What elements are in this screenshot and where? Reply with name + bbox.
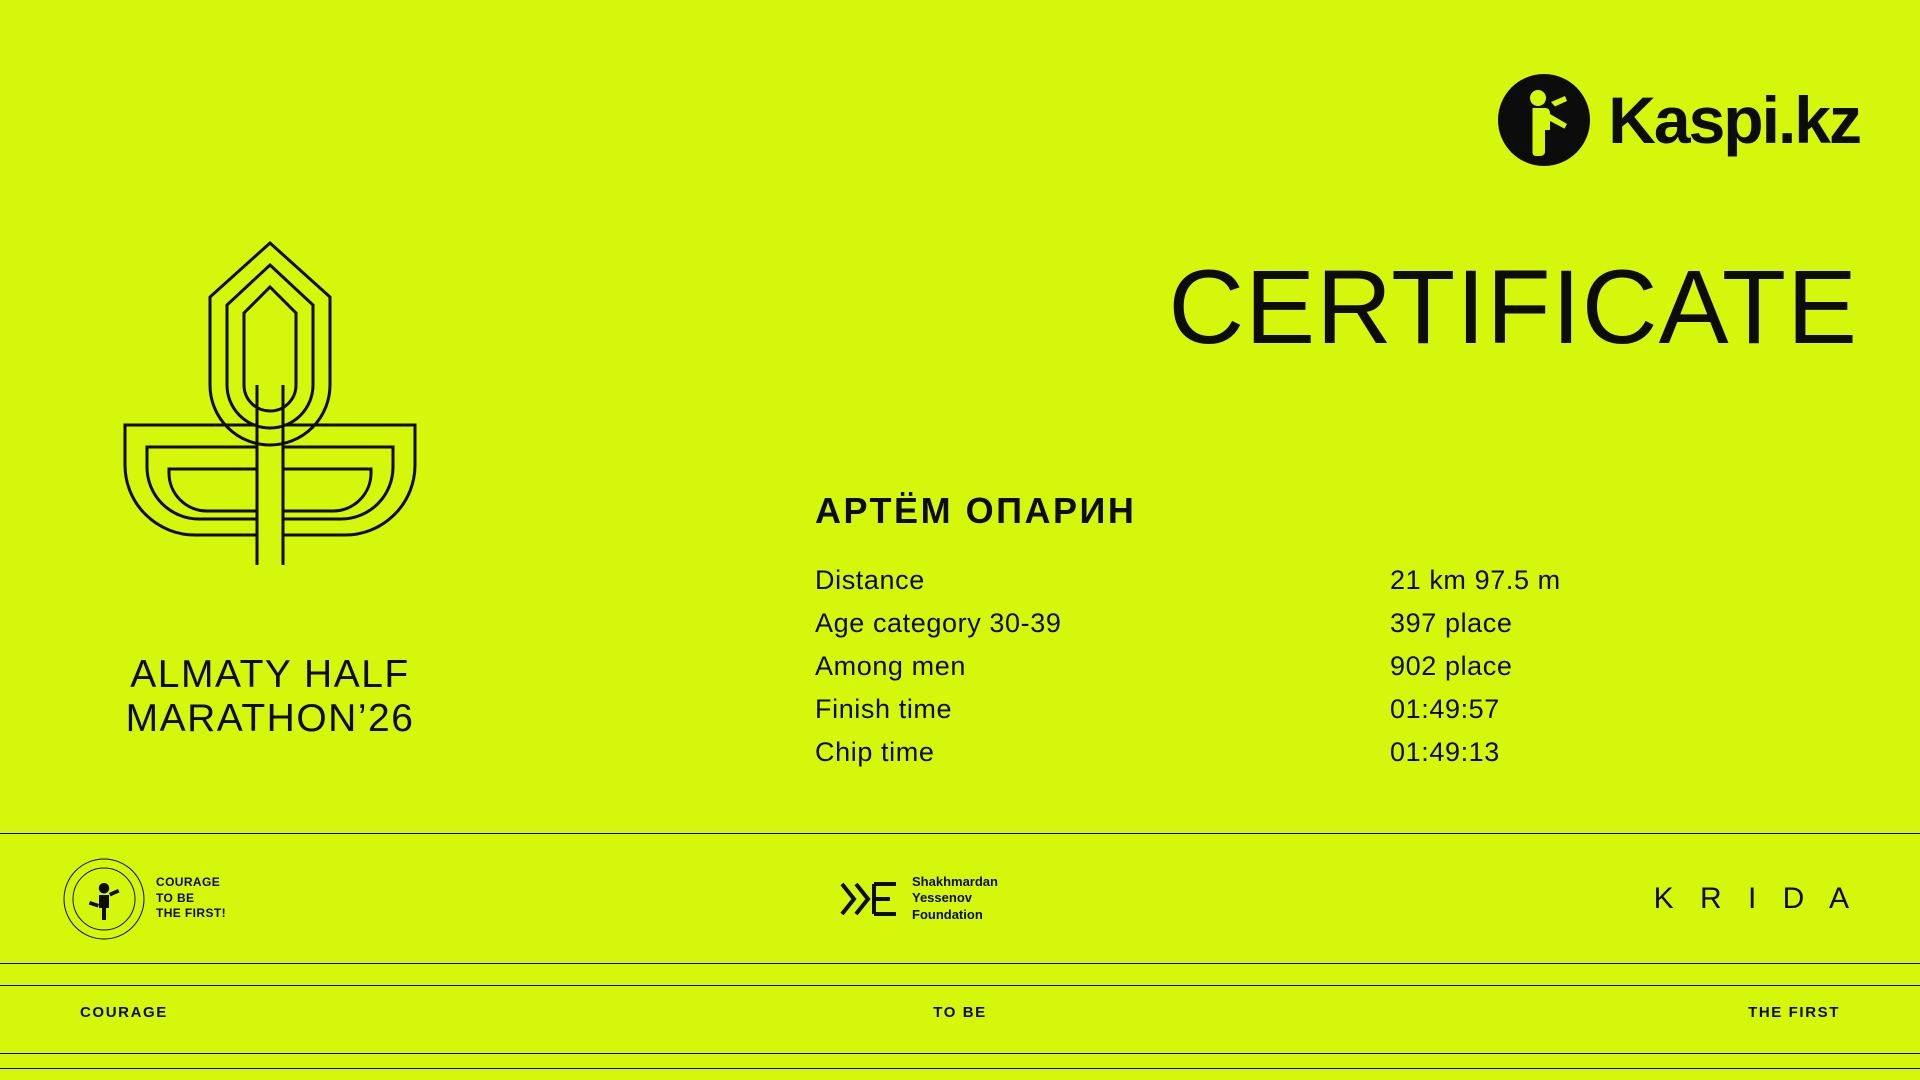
result-row xyxy=(815,565,1875,596)
result-label: Distance xyxy=(815,565,925,595)
yessenov-line-2: Yessenov xyxy=(912,890,972,906)
event-name-line-1: ALMATY HALF xyxy=(130,653,410,696)
sponsor-yessenov-foundation xyxy=(838,874,998,923)
results-list xyxy=(815,565,1875,780)
courage-fund-icon xyxy=(62,857,146,941)
kaspi-logo xyxy=(1494,70,1860,170)
result-value: 902 place xyxy=(1390,651,1513,681)
result-value: 01:49:57 xyxy=(1390,694,1500,724)
yessenov-foundation-icon xyxy=(838,876,902,922)
courage-line-3: THE FIRST! xyxy=(156,906,226,921)
result-row xyxy=(815,737,1875,768)
result-row xyxy=(815,651,1875,682)
sponsor-strip xyxy=(0,834,1920,963)
result-value: 01:49:13 xyxy=(1390,737,1500,767)
yessenov-line-1: Shakhmardan xyxy=(912,874,998,890)
yessenov-line-3: Foundation xyxy=(912,906,983,922)
kaspi-wordmark: Kaspi.kz xyxy=(1608,83,1860,157)
sponsor-courage-fund xyxy=(62,857,226,941)
slogan-right: THE FIRST xyxy=(1748,1003,1840,1021)
result-value: 397 place xyxy=(1390,608,1513,638)
result-value: 21 km 97.5 m xyxy=(1390,565,1561,595)
divider-slogan-top xyxy=(0,985,1920,986)
result-label: Finish time xyxy=(815,694,953,724)
divider-sponsors-bottom xyxy=(0,963,1920,964)
result-label: Among men xyxy=(815,651,966,681)
result-row xyxy=(815,694,1875,725)
result-label: Chip time xyxy=(815,737,935,767)
tulip-emblem-icon xyxy=(85,235,455,635)
event-name-line-2: MARATHON’26 xyxy=(125,696,415,740)
courage-line-1: COURAGE xyxy=(156,875,221,890)
sponsor-krida: K R I D A xyxy=(1653,881,1858,915)
divider-slogan-bottom xyxy=(0,1053,1920,1054)
result-row xyxy=(815,608,1875,639)
page-title: CERTIFICATE xyxy=(1168,249,1858,366)
divider-footer xyxy=(0,1068,1920,1069)
participant-name: АРТЁМ ОПАРИН xyxy=(815,490,1137,531)
slogan-left: COURAGE xyxy=(80,1003,168,1021)
courage-fund-text xyxy=(156,875,226,922)
yessenov-foundation-text xyxy=(912,874,998,923)
kaspi-runner-icon xyxy=(1494,70,1594,170)
event-emblem-block xyxy=(60,235,480,740)
result-label: Age category 30-39 xyxy=(815,608,1062,638)
slogan-center: TO BE xyxy=(933,1003,987,1021)
event-name xyxy=(60,653,480,740)
courage-line-2: TO BE xyxy=(156,890,195,905)
